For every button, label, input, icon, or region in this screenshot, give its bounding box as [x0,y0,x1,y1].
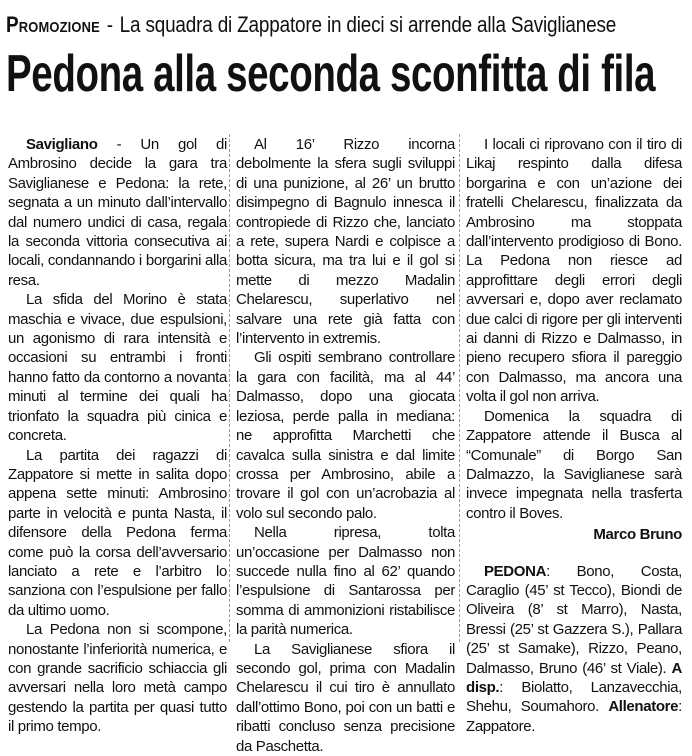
article-column-1 [8,135,227,737]
section-label: Promozione [6,12,100,37]
article-paragraph [8,135,227,290]
article-paragraph: Al 16’ Rizzo incorna debolmente la sfera sugli sviluppi di una punizione, al 26’ un brutto disimpegno di Bagnulo innesca il contropiede di Rizzo che, lanciato a rete, supera Nardi e colpisce a botta sicura, ma tra lui e il gol si mette di mezzo Madalin Chelarescu, superlativo nel salvare una rete già fatta con l’intervento in extremis. [236,136,455,348]
article-paragraph: Nella ripresa, tolta un’occasione per Dalmasso non succede nulla fino al 62’ quando l’espulsione di Santarossa per somma di ammonizioni ristabilisce la parità numerica. [236,524,455,639]
article-paragraph: La sfida del Morino è stata maschia e vivace, due espulsioni, un agonismo di rara intensità e occasioni su entrambi i fronti hanno fatto da contorno a novanta minuti al termine dei quali ha trionfato la squadra più cinica e concreta. [8,291,227,445]
column-divider [229,134,230,642]
lineup-coach-label: Allenatore [608,698,679,716]
byline: Marco Bruno [593,526,682,544]
dateline: Savigliano [26,136,98,153]
lineup-team-label: PEDONA [484,562,547,580]
lineup-coach: : Zappatore. [466,698,682,735]
kicker-separator: - [106,12,113,37]
lineup-bench-label: A disp. [466,659,682,696]
kicker [6,12,617,38]
article-column-2 [236,135,455,756]
article-paragraph: La partita dei ragazzi di Zappatore si mette in salita dopo appena sette minuti: Ambrosino parte in velocità e punta Nasta, il difensore della Pedona ferma come può la corsa dell’avversario lanciato a rete e l’arbitro lo sanziona con l’espulsione per fallo da ultimo uomo. [8,446,227,619]
article-paragraph: Domenica la squadra di Zappatore attende il Busca al “Comunale” di Borgo San Dalmazzo, la Saviglianese sarà invece impegnata nella trasferta contro il Boves. [466,407,682,522]
kicker-subtitle: La squadra di Zappatore in dieci si arrende alla Saviglianese [119,12,617,37]
article-paragraph: Gli ospiti sembrano controllare la gara con facilità, ma al 44’ Dalmasso, dopo una giocata leziosa, perde palla in mediana: ne approfitta Marchetti che cavalca sulla sinistra e dal limite crossa per Ambrosino, abile a trovare il gol con un’acrobazia al volo sul secondo palo. [236,349,455,522]
headline: Pedona alla seconda sconfitta di fila [6,45,656,103]
paragraph-text: - Un gol di Ambrosino decide la gara tra Saviglianese e Pedona: la rete, segnata a un minuto dall’intervallo dal numero undici di casa, regala la seconda vittoria consecutiva ai locali, condannando i borgarini alla resa. [8,136,227,289]
lineup-players: : Bono, Costa, Caraglio (45’ st Tecco), Biondi de Oliveira (8’ st Marro), Nasta, Bressi (25’ st Gazzera S.), Pallara (25’ st Samake), Rizzo, Peano, Dalmasso, Bruno (46’ st Viale). [466,562,682,677]
article-paragraph: I locali ci riprovano con il tiro di Likaj respinto dalla difesa borgarina e con un’azione dei fratelli Chelarescu, finalizzata da Ambrosino ma stoppata dall’intervento prodigioso di Bono. La Pedona non riesce ad approfittare degli errori degli avversari e, dopo aver reclamato due calci di rigore per gli interventi ai danni di Rizzo e Dalmasso, in pieno recupero sfiora il pareggio con Dalmasso, ma ancora una volta il gol non arriva. [466,136,682,406]
article-paragraph: La Pedona non si scompone, nonostante l’inferiorità numerica, e con grande sacrificio schiaccia gli avversari nella loro metà campo gestendo la partita per quasi tutto il primo tempo. [8,621,227,736]
lineup-bench: : Biolatto, Lanzavecchia, Shehu, Soumahoro. [466,678,682,716]
team-lineup [466,562,682,737]
article-paragraph: La Saviglianese sfiora il secondo gol, prima con Madalin Chelarescu il cui tiro è annullato dall’ottimo Bono, poi con un batti e ribatti concluso senza precisione da Paschetta. [236,640,455,755]
article-column-3 [466,135,682,736]
column-divider [459,134,460,642]
